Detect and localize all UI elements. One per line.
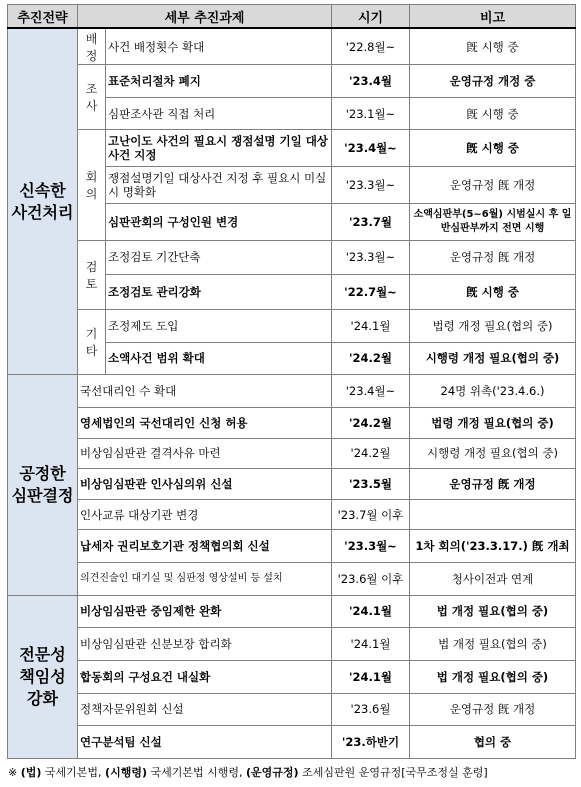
header-note: 비고 xyxy=(410,5,576,29)
period-cell: '23.4월 xyxy=(332,65,410,98)
strategy-label: 사건처리 xyxy=(11,202,74,222)
task-cell: 조정검토 기간단축 xyxy=(106,240,332,275)
strategy-label: 강화 xyxy=(27,688,58,708)
footnote-mark: ※ xyxy=(8,766,18,779)
note-cell: 旣 시행 중 xyxy=(410,130,576,167)
period-cell: '23.3월~ xyxy=(332,167,410,204)
table-row xyxy=(8,499,576,530)
task-cell: 의견진술인 대기실 및 심판정 영상설비 등 설치 xyxy=(78,562,332,595)
note-cell: 운영규정 旣 개정 xyxy=(410,693,576,726)
period-cell: '23.3월~ xyxy=(332,240,410,275)
table-row xyxy=(8,693,576,726)
note-cell: 시행령 개정 필요(협의 중) xyxy=(410,438,576,469)
header-period: 시기 xyxy=(332,5,410,29)
strategy-label: 전문성 xyxy=(19,644,66,664)
period-cell: '23.3월~ xyxy=(332,530,410,563)
task-cell: 비상임심판관 결격사유 마련 xyxy=(78,438,332,469)
note-cell: 협의 중 xyxy=(410,726,576,759)
period-cell: '24.1월 xyxy=(332,310,410,343)
period-cell: '23.1월~ xyxy=(332,97,410,130)
strategy-label: 책임성 xyxy=(19,666,66,686)
task-cell: 비상임심판관 신분보장 합리화 xyxy=(78,628,332,661)
task-cell: 비상임심판관 인사심의위 신설 xyxy=(78,469,332,500)
sub-category-review: 검토 xyxy=(78,240,106,309)
note-cell: 운영규정 旣 개정 xyxy=(410,167,576,204)
note-cell: 법령 개정 필요(협의 중) xyxy=(410,407,576,438)
task-cell: 국선대리인 수 확대 xyxy=(78,375,332,408)
table-row xyxy=(8,530,576,563)
period-cell: '24.2월 xyxy=(332,407,410,438)
period-cell: '24.1월 xyxy=(332,595,410,628)
table-row xyxy=(8,407,576,438)
note-cell: 법 개정 필요(협의 중) xyxy=(410,660,576,693)
note-cell: 청사이전과 연계 xyxy=(410,562,576,595)
table-row xyxy=(8,438,576,469)
note-cell: 旣 시행 중 xyxy=(410,28,576,64)
task-cell: 인사교류 대상기관 변경 xyxy=(78,499,332,530)
note-cell: 시행령 개정 필요(협의 중) xyxy=(410,342,576,375)
sub-category-assign: 배정 xyxy=(78,28,106,64)
task-cell: 소액사건 범위 확대 xyxy=(106,342,332,375)
table-row xyxy=(8,28,576,64)
task-cell: 영세법인의 국선대리인 신청 허용 xyxy=(78,407,332,438)
task-cell: 조정제도 도입 xyxy=(106,310,332,343)
task-cell: 사건 배정횟수 확대 xyxy=(106,28,332,64)
table-header-row xyxy=(8,5,576,29)
task-cell: 심판조사관 직접 처리 xyxy=(106,97,332,130)
task-cell: 심판관회의 구성인원 변경 xyxy=(106,203,332,240)
task-cell: 합동회의 구성요건 내실화 xyxy=(78,660,332,693)
task-cell: 고난이도 사건의 필요시 쟁점설명 기일 대상사건 지정 xyxy=(106,130,332,167)
period-cell: '23.하반기 xyxy=(332,726,410,759)
sub-category-meeting: 회의 xyxy=(78,130,106,240)
table-row xyxy=(8,310,576,343)
table-row xyxy=(8,375,576,408)
period-cell: '23.4월~ xyxy=(332,130,410,167)
note-cell: 旣 시행 중 xyxy=(410,97,576,130)
table-row xyxy=(8,595,576,628)
strategy-cell-fast xyxy=(8,28,78,374)
note-cell: 운영규정 旣 개정 xyxy=(410,469,576,500)
period-cell: '23.7월 xyxy=(332,203,410,240)
footnote-abbr: (법) xyxy=(20,766,42,779)
period-cell: '24.2월 xyxy=(332,438,410,469)
period-cell: '23.6월 이후 xyxy=(332,562,410,595)
sub-category-other: 기타 xyxy=(78,310,106,375)
footnote-text: 국세기본법 시행령, xyxy=(150,766,243,779)
footnote-text: 국세기본법, xyxy=(44,766,102,779)
period-cell: '24.1월 xyxy=(332,660,410,693)
strategy-label: 심판결정 xyxy=(11,485,74,505)
table-row xyxy=(8,726,576,759)
strategy-table xyxy=(7,4,576,759)
task-cell: 납세자 권리보호기관 정책협의회 신설 xyxy=(78,530,332,563)
period-cell: '23.7월 이후 xyxy=(332,499,410,530)
table-row xyxy=(8,240,576,275)
table-row xyxy=(8,628,576,661)
header-task: 세부 추진과제 xyxy=(78,5,332,29)
note-cell: 旣 시행 중 xyxy=(410,275,576,310)
note-cell: 운영규정 개정 중 xyxy=(410,65,576,98)
period-cell: '23.6월 xyxy=(332,693,410,726)
note-cell: 소액심판부(5~6월) 시범실시 후 일반심판부까지 전면 시행 xyxy=(410,203,576,240)
period-cell: '24.2월 xyxy=(332,342,410,375)
period-cell: '24.1월 xyxy=(332,628,410,661)
strategy-cell-fair xyxy=(8,375,78,595)
task-cell: 표준처리절차 폐지 xyxy=(106,65,332,98)
period-cell: '23.5월 xyxy=(332,469,410,500)
header-strategy: 추진전략 xyxy=(8,5,78,29)
task-cell: 비상임심판관 중임제한 완화 xyxy=(78,595,332,628)
table-row xyxy=(8,562,576,595)
table-row xyxy=(8,65,576,98)
strategy-cell-expertise xyxy=(8,595,78,758)
period-cell: '22.7월~ xyxy=(332,275,410,310)
table-row xyxy=(8,130,576,167)
period-cell: '23.4월~ xyxy=(332,375,410,408)
note-cell: 24명 위촉('23.4.6.) xyxy=(410,375,576,408)
footnote-abbr: (시행령) xyxy=(105,766,147,779)
note-cell: 법 개정 필요(협의 중) xyxy=(410,595,576,628)
note-cell: 법 개정 필요(협의 중) xyxy=(410,628,576,661)
table-row xyxy=(8,660,576,693)
note-cell: 운영규정 旣 개정 xyxy=(410,240,576,275)
footnote-text: 조세심판원 운영규정[국무조정실 훈령] xyxy=(302,766,488,779)
footnote xyxy=(8,764,578,780)
strategy-label: 공정한 xyxy=(19,463,66,483)
note-cell: 1차 회의('23.3.17.) 旣 개최 xyxy=(410,530,576,563)
task-cell: 연구분석팀 신설 xyxy=(78,726,332,759)
strategy-label: 신속한 xyxy=(19,180,66,200)
note-cell xyxy=(410,499,576,530)
task-cell: 쟁점설명기일 대상사건 지정 후 필요시 미실시 명확화 xyxy=(106,167,332,204)
period-cell: '22.8월~ xyxy=(332,28,410,64)
footnote-abbr: (운영규정) xyxy=(246,766,299,779)
sub-category-investigation: 조사 xyxy=(78,65,106,130)
task-cell: 조정검토 관리강화 xyxy=(106,275,332,310)
task-cell: 정책자문위원회 신설 xyxy=(78,693,332,726)
note-cell: 법령 개정 필요(협의 중) xyxy=(410,310,576,343)
table-row xyxy=(8,469,576,500)
